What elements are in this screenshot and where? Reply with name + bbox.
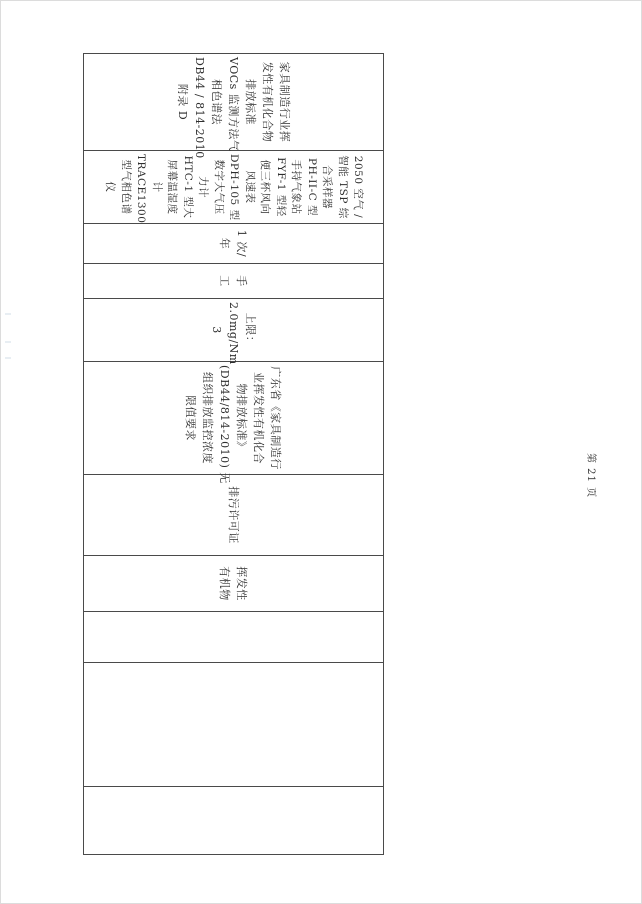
scan-artifact [5, 341, 11, 343]
page-number: 第 21 页 [585, 453, 596, 499]
basis-cell: 排污许可证 [84, 475, 384, 556]
empty-cell [84, 612, 384, 663]
empty-cell [84, 787, 384, 855]
scan-artifact [5, 357, 11, 359]
table-row [84, 54, 384, 855]
monitoring-table-container [83, 53, 384, 854]
empty-cell [84, 663, 384, 787]
standard-cell: 广东省《家具制造行 业挥发性有机化合 物排放标准》 (DB44/814-2010) 无 组织排放监控浓度 限值要求 [84, 362, 384, 475]
limit-cell: 上限： 2.0mg/Nm 3 [84, 299, 384, 362]
frequency-cell: 1 次/ 年 [84, 224, 384, 264]
pollutant-cell: 挥发性 有机物 [84, 556, 384, 612]
instruments-cell: 2050 空气 / 智能 TSP 综 合采样器 PH-II-C 型 手持气象站 FYF-1 型轻 便三杯风向 风速表 DPH-105 型 数字大气压 力计 HTC-1 型大 屏幕温湿度 计 TRACE1300 型气相色谱 仪 [84, 151, 384, 224]
method-cell: 手 工 [84, 264, 384, 299]
scan-artifact [5, 313, 11, 315]
monitoring-table [83, 53, 384, 855]
method-standard-cell: 家具制造行业挥 发性有机化合物 排放标准 VOCs 监测方法气 相色谱法 DB44 / 814-2010 附录 D [84, 54, 384, 151]
page-footer [585, 453, 626, 499]
